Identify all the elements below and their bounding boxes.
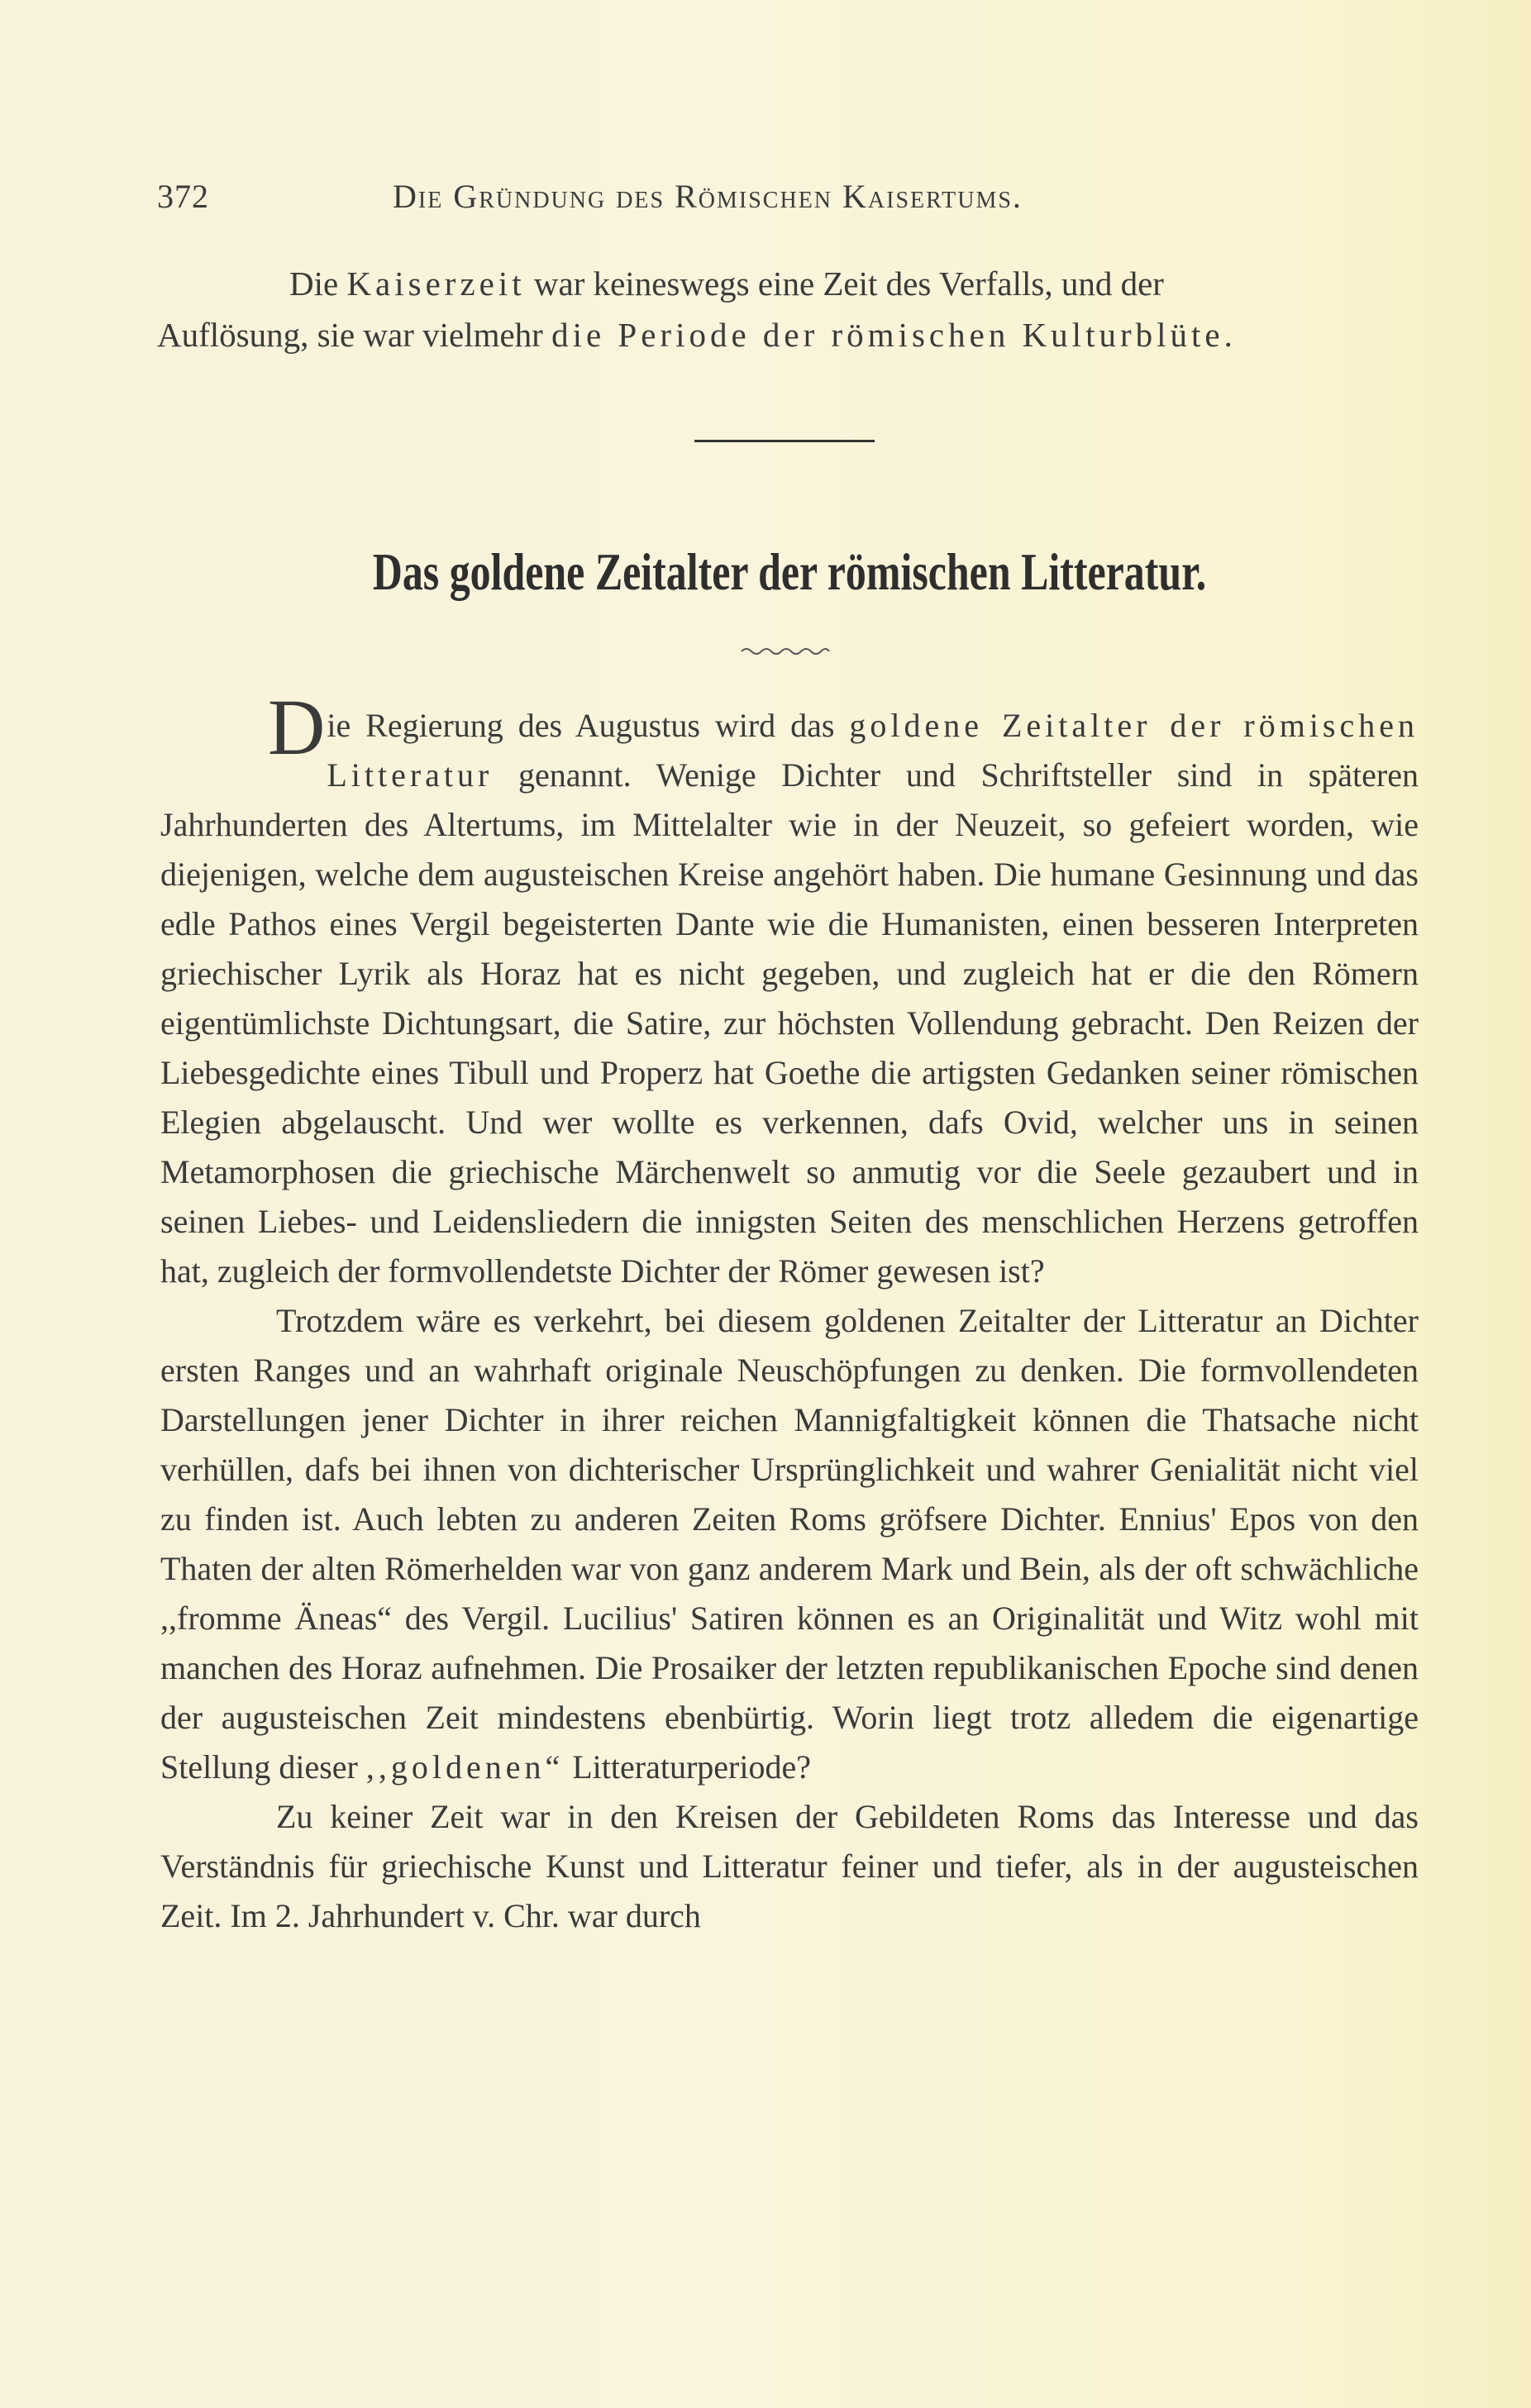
paragraph-1 bbox=[160, 683, 1419, 1296]
quote-text: Die bbox=[289, 265, 339, 303]
paragraph-text: Litteraturperiode? bbox=[572, 1748, 811, 1786]
epigraph-quote bbox=[157, 258, 1422, 360]
paragraph-text: Trotzdem wäre es verkehrt, bei diesem goldenen Zeitalter der Litteratur an Dichter ersten Ranges und an wahrhaft originale Neuschöpfungen zu denken. Die formvollendeten Darstellungen jener Dichter in ihrer reichen Mannigfaltigkeit können die Thatsache nicht verhüllen, dafs bei ihnen von dichterischer Ursprünglichkeit und wahrer Genialität nicht viel zu finden ist. Auch lebten zu anderen Zeiten Roms gröfsere Dichter. Ennius' Epos von den Thaten der alten Römerhelden war von ganz anderem Mark und Bein, als der oft schwächliche ,,fromme Äneas“ des Vergil. Lucilius' Satiren können es an Originalität und Witz wohl mit manchen des Horaz aufnehmen. Die Prosaiker der letzten republikanischen Epoche sind denen der augusteischen Zeit mindestens ebenbürtig. Worin liegt trotz alledem die eigenartige Stellung dieser bbox=[160, 1302, 1419, 1786]
paragraph-3 bbox=[160, 1792, 1419, 1941]
running-head-title: Die Gründung des Römischen Kaisertums. bbox=[393, 178, 1023, 215]
quote-text: Auflösung, sie war vielmehr bbox=[157, 316, 543, 354]
paragraph-text: Zu keiner Zeit war in den Kreisen der Gebildeten Roms das Interesse und das Verständnis für griechische Kunst und Litteratur feiner und tiefer, als in der augusteischen Zeit. Im 2. Jahrhundert v. Chr. war durch bbox=[160, 1798, 1419, 1934]
ornament-squiggle-icon bbox=[740, 645, 831, 658]
chapter-heading: Das goldene Zeitalter der römischen Litteratur. bbox=[372, 542, 1207, 601]
quote-line-2 bbox=[157, 309, 1422, 360]
quote-text: war keineswegs eine Zeit des Verfalls, und der bbox=[533, 265, 1164, 303]
quote-line-1 bbox=[157, 258, 1422, 309]
emphasized-phrase: goldene Zeitalter der römischen Litteratur bbox=[327, 707, 1419, 794]
paragraph-2 bbox=[160, 1296, 1419, 1792]
paragraph-text: genannt. Wenige Dichter und Schriftsteller sind in späteren Jahrhunderten des Altertums, im Mittelalter wie in der Neuzeit, so gefeiert worden, wie diejenigen, welche dem augusteischen Kreise angehört haben. Die humane Gesinnung und das edle Pathos eines Vergil begeisterten Dante wie die Humanisten, einen besseren Interpreten griechischer Lyrik als Horaz hat es nicht gegeben, und zugleich hat er die den Römern eigentümlichste Dichtungsart, die Satire, zur höchsten Vollendung gebracht. Den Reizen der Liebesgedichte eines Tibull und Properz hat Goethe die artigsten Gedanken seiner römischen Elegien abgelauscht. Und wer wollte es verkennen, dafs Ovid, welcher uns in seinen Metamorphosen die griechische Märchenwelt so anmutig vor die Seele gezaubert und in seinen Liebes- und Leidensliedern die innigsten Seiten des menschlichen Herzens getroffen hat, zugleich der formvollendetste Dichter der Römer gewesen ist? bbox=[160, 756, 1419, 1290]
body-text bbox=[160, 683, 1419, 1941]
paragraph-text: ie Regierung des Augustus wird das bbox=[327, 707, 835, 744]
section-divider-rule bbox=[694, 440, 875, 442]
quote-spaced-phrase: die Periode der römischen Kulturblüte. bbox=[551, 316, 1237, 354]
page-number: 372 bbox=[157, 178, 209, 215]
emphasized-word: ,,goldenen“ bbox=[365, 1748, 565, 1786]
drop-cap: D bbox=[268, 683, 326, 771]
quote-spaced-word: Kaiserzeit bbox=[346, 265, 526, 303]
running-head bbox=[157, 177, 1414, 216]
